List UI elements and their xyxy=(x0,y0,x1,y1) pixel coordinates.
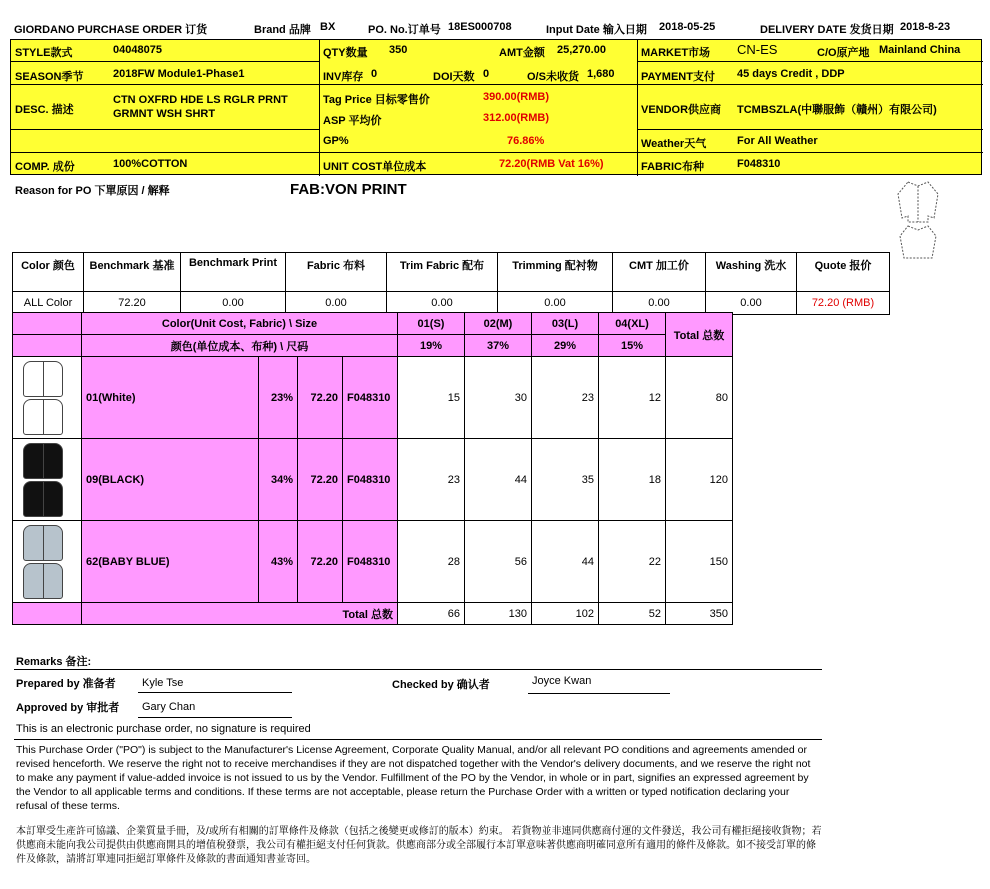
total-s: 66 xyxy=(398,603,465,625)
row-total: 150 xyxy=(666,521,733,603)
bench-head-color: Color 颜色 xyxy=(13,253,84,292)
approved-name: Gary Chan xyxy=(142,701,196,713)
totals-label: Total 总数 xyxy=(82,603,398,625)
bench-val-trim-fabric: 0.00 xyxy=(387,292,498,315)
style-value: 04048075 xyxy=(113,44,162,56)
season-value: 2018FW Module1-Phase1 xyxy=(113,68,245,80)
input-date: 2018-05-25 xyxy=(659,21,716,33)
benchmark-table xyxy=(12,252,890,315)
row-pct: 34% xyxy=(259,439,298,521)
size-head-line2: 颜色(单位成本、布种) \ 尺码 xyxy=(82,335,398,357)
inv-value: 0 xyxy=(371,68,378,80)
row-fabric: F048310 xyxy=(343,357,398,439)
fabric-value: F048310 xyxy=(737,158,781,170)
bench-head-washing: Washing 洗水 xyxy=(706,253,797,292)
amt-value: 25,270.00 xyxy=(557,44,606,56)
delivery-date: 2018-8-23 xyxy=(900,21,951,33)
terms-chinese: 本訂單受生產許可協議、企業質量手冊，及/或所有相關的訂單條件及條款（包括之後變更或修訂的版本）約束。 若貨物並非連同供應商付運的文件發送，我公司有權拒絕接收貨物；若供應商未能向我公司提供由供應商開具的增值稅發票，我公司有權拒絕支付任何貨款。供應商部分或全部履行本訂單意味著供應商明確同意所有適用的條件及條款。如不接受訂單的條件及條款，請將訂單連同拒絕訂單條件及條款的書面通知書並寄回。 xyxy=(16,826,822,865)
reason-label: Reason for PO 下單原因 / 解释 xyxy=(15,185,170,197)
totals-row xyxy=(13,603,733,625)
gp-value: 76.86% xyxy=(507,135,545,147)
row-qty-m: 30 xyxy=(465,357,532,439)
row-qty-m: 56 xyxy=(465,521,532,603)
bench-head-benchmark: Benchmark 基准 xyxy=(84,253,181,292)
table-row xyxy=(13,357,733,439)
asp-label: ASP 平均价 xyxy=(323,115,382,127)
checked-name: Joyce Kwan xyxy=(532,675,592,687)
row-qty-s: 15 xyxy=(398,357,465,439)
market-value: CN-ES xyxy=(737,42,778,57)
gp-label: GP% xyxy=(323,135,349,147)
brand-label: Brand 品牌 xyxy=(254,24,311,36)
doi-label: DOI天数 xyxy=(433,71,475,83)
comp-value: 100%COTTON xyxy=(113,158,188,170)
row-pct: 23% xyxy=(259,357,298,439)
bench-val-cmt: 0.00 xyxy=(613,292,706,315)
size-col-l: 03(L) xyxy=(532,313,599,335)
size-col-xl: 04(XL) xyxy=(599,313,666,335)
row-qty-xl: 22 xyxy=(599,521,666,603)
bench-head-fabric: Fabric 布料 xyxy=(286,253,387,292)
origin-label: C/O原产地 xyxy=(817,47,870,59)
bench-head-trim-fabric: Trim Fabric 配布 xyxy=(387,253,498,292)
color-swatch-white xyxy=(13,357,82,439)
bench-val-print: 0.00 xyxy=(181,292,286,315)
bench-head-print: Benchmark Print xyxy=(181,253,286,292)
doi-value: 0 xyxy=(483,68,490,80)
color-swatch-baby-blue xyxy=(13,521,82,603)
po-info-grid xyxy=(10,39,982,175)
fab-note: FAB:VON PRINT xyxy=(290,181,407,198)
row-pct: 43% xyxy=(259,521,298,603)
weather-label: Weather天气 xyxy=(641,138,707,150)
bench-val-washing: 0.00 xyxy=(706,292,797,315)
vendor-label: VENDOR供应商 xyxy=(641,104,722,116)
color-swatch-black xyxy=(13,439,82,521)
prepared-name: Kyle Tse xyxy=(142,677,184,689)
row-total: 80 xyxy=(666,357,733,439)
total-l: 102 xyxy=(532,603,599,625)
row-cost: 72.20 xyxy=(298,521,343,603)
row-qty-xl: 12 xyxy=(599,357,666,439)
row-color: 62(BABY BLUE) xyxy=(82,521,259,603)
desc-label: DESC. 描述 xyxy=(15,104,74,116)
bench-head-cmt: CMT 加工价 xyxy=(613,253,706,292)
row-qty-s: 23 xyxy=(398,439,465,521)
unit-cost-value: 72.20(RMB Vat 16%) xyxy=(499,158,604,170)
approved-label: Approved by 审批者 xyxy=(16,702,120,714)
row-qty-l: 44 xyxy=(532,521,599,603)
amt-label: AMT金额 xyxy=(499,47,545,59)
payment-value: 45 days Credit , DDP xyxy=(737,68,845,80)
market-label: MARKET市场 xyxy=(641,47,711,59)
unit-cost-label: UNIT COST单位成本 xyxy=(323,161,427,173)
row-fabric: F048310 xyxy=(343,521,398,603)
total-xl: 52 xyxy=(599,603,666,625)
prepared-label: Prepared by 准备者 xyxy=(16,678,116,690)
po-header xyxy=(14,19,984,37)
payment-label: PAYMENT支付 xyxy=(641,71,715,83)
row-color: 09(BLACK) xyxy=(82,439,259,521)
checked-label: Checked by 确认者 xyxy=(392,679,490,691)
electronic-note: This is an electronic purchase order, no signature is required xyxy=(16,723,311,735)
desc-line1: CTN OXFRD HDE LS RGLR PRNT xyxy=(113,94,288,106)
qty-value: 350 xyxy=(389,44,408,56)
table-row xyxy=(13,439,733,521)
delivery-date-label: DELIVERY DATE 发货日期 xyxy=(760,24,894,36)
row-qty-l: 23 xyxy=(532,357,599,439)
vendor-value: TCMBSZLA(中聯服飾（贛州）有限公司) xyxy=(737,104,937,116)
season-label: SEASON季节 xyxy=(15,71,84,83)
bench-head-quote: Quote 报价 xyxy=(797,253,890,292)
total-m: 130 xyxy=(465,603,532,625)
size-pct-m: 37% xyxy=(465,335,532,357)
bench-val-color: ALL Color xyxy=(13,292,84,315)
os-value: 1,680 xyxy=(587,68,615,80)
table-row xyxy=(13,521,733,603)
po-title: GIORDANO PURCHASE ORDER 订货 xyxy=(14,24,208,36)
remarks-label: Remarks 备注: xyxy=(16,656,92,668)
asp-value: 312.00(RMB) xyxy=(483,112,550,124)
tag-price-value: 390.00(RMB) xyxy=(483,91,550,103)
row-total: 120 xyxy=(666,439,733,521)
fabric-label: FABRIC布种 xyxy=(641,161,704,173)
row-cost: 72.20 xyxy=(298,439,343,521)
comp-label: COMP. 成份 xyxy=(15,161,75,173)
size-breakdown-table xyxy=(12,312,733,625)
size-head-line1: Color(Unit Cost, Fabric) \ Size xyxy=(82,313,398,335)
qty-label: QTY数量 xyxy=(323,47,368,59)
style-label: STYLE款式 xyxy=(15,47,73,59)
os-label: O/S未收货 xyxy=(527,71,579,83)
row-cost: 72.20 xyxy=(298,357,343,439)
tag-price-label: Tag Price 目标零售价 xyxy=(323,94,430,106)
inv-label: INV库存 xyxy=(323,71,364,83)
po-number-label: PO. No.订单号 xyxy=(368,24,441,36)
po-number: 18ES000708 xyxy=(448,21,512,33)
desc-line2: GRMNT WSH SHRT xyxy=(113,108,216,120)
origin-value: Mainland China xyxy=(879,44,961,56)
bench-head-trimming: Trimming 配衬物 xyxy=(498,253,613,292)
grand-total: 350 xyxy=(666,603,733,625)
row-color: 01(White) xyxy=(82,357,259,439)
size-col-s: 01(S) xyxy=(398,313,465,335)
size-pct-s: 19% xyxy=(398,335,465,357)
bench-val-benchmark: 72.20 xyxy=(84,292,181,315)
bench-val-trimming: 0.00 xyxy=(498,292,613,315)
size-pct-xl: 15% xyxy=(599,335,666,357)
weather-value: For All Weather xyxy=(737,135,818,147)
size-pct-l: 29% xyxy=(532,335,599,357)
terms-english: This Purchase Order ("PO") is subject to the Manufacturer's License Agreement, Corporate Quality Manual, and/or all relevant PO conditions and agreements amended or revised henceforth. We reserve the right not to receive merchandises if they are not dispatched together with the Vendor's delivery documents, and we reserve the right not to make any payment if value-added invoice is not issued to us by the Vendor. Fulfillment of the PO by the Vendor, in whole or in part, signifies an expressed agreement by the Vendor to all applicable terms and conditions. If these terms are not acceptable, please return the Purchase Order with a written or typed notification declaring your refusal of these terms. xyxy=(16,744,811,812)
row-qty-s: 28 xyxy=(398,521,465,603)
garment-sketch xyxy=(896,178,940,262)
row-qty-l: 35 xyxy=(532,439,599,521)
size-col-m: 02(M) xyxy=(465,313,532,335)
size-total-head: Total 总数 xyxy=(666,313,733,357)
row-fabric: F048310 xyxy=(343,439,398,521)
bench-val-fabric: 0.00 xyxy=(286,292,387,315)
bench-val-quote: 72.20 (RMB) xyxy=(797,292,890,315)
brand-value: BX xyxy=(320,21,336,33)
row-qty-xl: 18 xyxy=(599,439,666,521)
input-date-label: Input Date 输入日期 xyxy=(546,24,647,36)
row-qty-m: 44 xyxy=(465,439,532,521)
